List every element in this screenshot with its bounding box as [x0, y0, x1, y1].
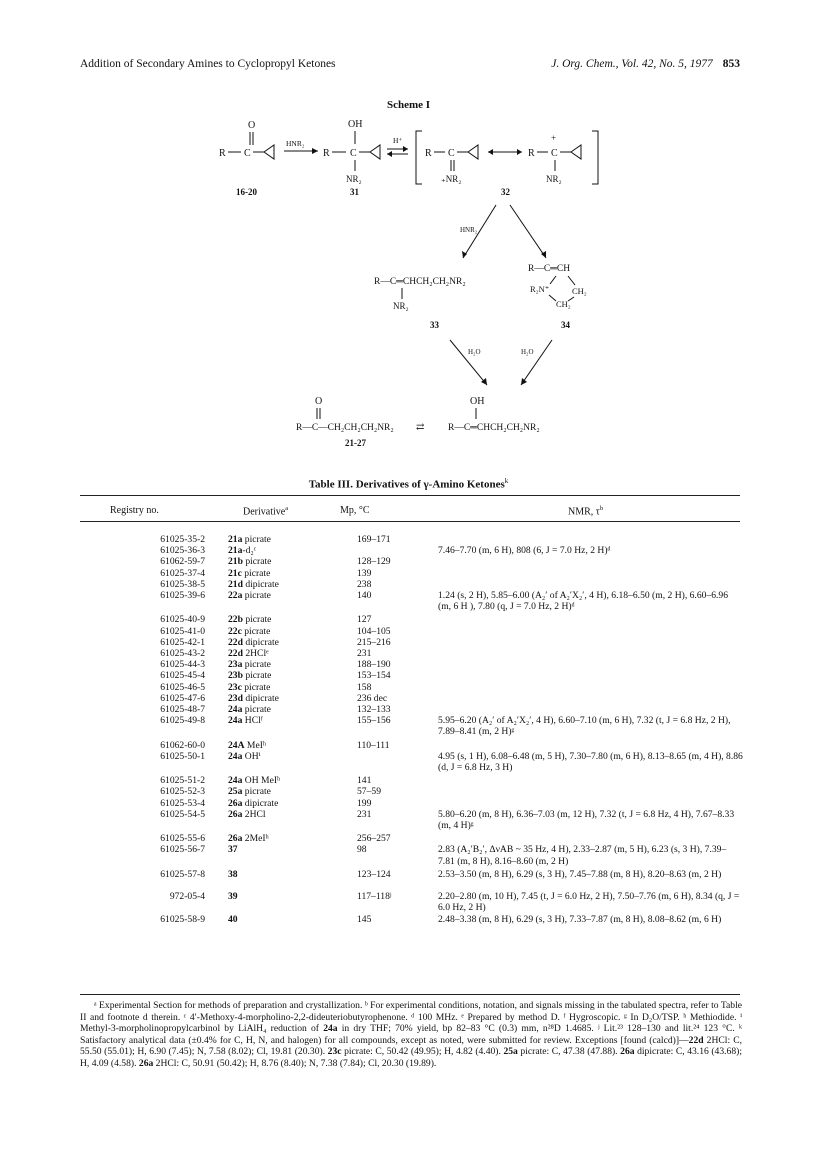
registry-cell: 61025-57-8 — [160, 868, 205, 880]
table-top-rule — [80, 495, 740, 496]
s3-nr: ₊NR₂ — [441, 174, 462, 184]
footnote-part-1: ᵃ Experimental Section for methods of preparation and crystallization. ᵇ For experimental conditions, notation, and signals missing in the tabulated spectra, refer to Table II and footnote d therein. ᶜ 4′-Methoxy-4-morpholino-2,2-dideuteriobutyrophenone. ᵈ 100 MHz. ᵉ Prepared by method D. ᶠ Hygroscopic. ᵍ In D₂O/TSP. ʰ Methiodide. ⁱ Methyl-3-morpholinopropylcarbinol by LiAlH₄ reduction of — [80, 1000, 742, 1034]
table-title-note: k — [504, 477, 509, 485]
derivative-cell — [228, 659, 271, 670]
s3-plus: + — [551, 133, 557, 143]
nmr-cell: 2.83 (A₂′B₂′, ΔνAB ~ 35 Hz, 4 H), 2.33–2.87 (m, 5 H), 6.23 (s, 3 H), 7.39–7.81 (m, 8 H), 8.16–8.60 (m, 2 H) — [438, 844, 727, 867]
scheme-title: Scheme I — [386, 99, 431, 111]
derivative-cell — [228, 715, 263, 726]
registry-cell: 61025-35-2 — [160, 534, 205, 545]
mp-cell: 231 — [357, 808, 372, 820]
compound-33 — [374, 277, 466, 330]
derivative-type: OHⁱ — [242, 750, 261, 762]
derivative-type: dipicrate — [242, 797, 279, 809]
derivative-type: picrate — [242, 786, 271, 798]
registry-cell: 61025-38-5 — [160, 578, 205, 590]
s2-num: 31 — [350, 187, 359, 197]
nmr-cell: 7.46–7.70 (m, 6 H), 808 (6, J = 7.0 Hz, 2 H)ᵈ — [438, 545, 611, 557]
mp-cell: 145 — [357, 913, 372, 925]
derivative-cell — [228, 891, 238, 902]
mp-cell: 236 dec — [357, 692, 388, 704]
s4-nr: NR₂ — [393, 301, 409, 311]
compound-number: 37 — [228, 844, 238, 856]
s5-left: R—C—CH₂CH₂CH₂NR₂ — [296, 423, 394, 433]
compound-number: 38 — [228, 868, 238, 880]
s4-hnr: HNR₂ — [460, 226, 478, 234]
mp-cell: 199 — [357, 797, 372, 809]
compound-32-bracket — [416, 131, 598, 197]
derivative-type: 2MeIʰ — [242, 833, 269, 845]
s1-r: R — [219, 148, 226, 159]
s5-o: O — [315, 396, 323, 407]
registry-cell: 61025-43-2 — [160, 648, 205, 659]
compound-number: 25a — [228, 786, 243, 798]
registry-cell: 61025-39-6 — [160, 590, 205, 601]
derivative-cell — [228, 775, 280, 786]
compound-number: 26a — [228, 833, 243, 845]
mp-cell: 238 — [357, 578, 372, 590]
compound-number: 23b — [228, 670, 243, 682]
s5-right: R—C═CHCH₂CH₂NR₂ — [448, 423, 540, 433]
s1-num: 16-20 — [236, 187, 257, 197]
table-footnotes — [80, 1000, 742, 1069]
derivative-cell — [228, 637, 279, 648]
derivative-cell — [228, 682, 270, 693]
table-title-text: Table III. Derivatives of γ-Amino Ketones — [308, 478, 505, 491]
col-header-derivative-text: Derivative — [243, 506, 286, 518]
registry-cell: 61025-58-9 — [160, 913, 205, 925]
registry-cell: 61025-47-6 — [160, 692, 205, 704]
derivative-type: picrate — [241, 681, 271, 693]
footnote-part-7: 2HCl: C, 50.91 (50.42); H, 8.76 (8.40); N, 7.38 (7.84); Cl, 20.30 (19.89). — [153, 1057, 437, 1069]
footnote-bold-2: 22d — [688, 1034, 704, 1046]
mp-cell: 104–105 — [357, 625, 391, 637]
col-header-registry: Registry no. — [110, 505, 159, 516]
nmr-cell: 2.20–2.80 (m, 10 H), 7.45 (t, J = 6.0 Hz, 2 H), 7.50–7.76 (m, 6 H), 8.34 (q, J = 6.0 Hz, 2 H) — [438, 891, 740, 914]
nmr-cell: 4.95 (s, 1 H), 6.08–6.48 (m, 5 H), 7.30–7.80 (m, 6 H), 8.13–8.65 (m, 4 H), 8.86 (d, J = 6.8 Hz, 3 H) — [438, 750, 743, 773]
s5-h2o-a: H₂O — [468, 348, 481, 356]
footnote-bold-3: 23c — [327, 1046, 342, 1057]
mp-cell: 140 — [357, 590, 372, 601]
derivative-type: picrate — [242, 534, 271, 545]
mp-cell: 215–216 — [357, 636, 391, 648]
s2-c: C — [350, 148, 357, 159]
registry-cell: 61025-51-2 — [160, 775, 205, 787]
footnote-part-2: in dry THF; 70% yield, bp 82–83 °C (0.3) mm, n²⁸D 1.4685. ʲ Lit.²³ 128–130 and lit.²⁴ 123 °C. ᵏ Satisfactory analytical data (±0.4% for C, H, N, and halogen) for all compounds, except as noted, were submitted for review. Exceptions [found (calcd)]— — [80, 1023, 743, 1046]
compound-number: 21d — [228, 578, 243, 590]
compound-number: 22c — [228, 625, 242, 637]
mp-cell: 188–190 — [357, 659, 391, 671]
derivative-type: picrate — [241, 567, 271, 579]
derivative-cell — [228, 833, 269, 844]
derivative-type: picrate — [242, 590, 271, 601]
compound-number: 24a — [228, 750, 243, 762]
s3-num: 32 — [501, 187, 510, 197]
mp-cell: 123–124 — [357, 868, 391, 880]
s4-ch2b: CH₂ — [556, 299, 571, 309]
footnote-bold-1: 24a — [323, 1023, 338, 1034]
registry-cell: 61025-54-5 — [160, 808, 205, 820]
derivative-type: OH MeIʰ — [242, 775, 281, 787]
mp-cell: 128–129 — [357, 556, 391, 568]
s3-r: R — [425, 148, 432, 159]
compound-16-20 — [219, 120, 274, 197]
footnote-bold-4: 25a — [503, 1046, 518, 1057]
nmr-cell: 1.24 (s, 2 H), 5.85–6.00 (A₂′ of A₂′X₂′, 4 H), 6.18–6.50 (m, 2 H), 6.60–6.96 (m, 6 H ), 7.80 (q, J = 7.0 Hz, 2 H)ᵈ — [438, 590, 728, 613]
derivative-cell — [228, 545, 256, 556]
registry-cell: 61025-41-0 — [160, 625, 205, 637]
compound-number: 24A — [228, 739, 245, 751]
registry-cell: 61025-37-4 — [160, 567, 205, 579]
derivative-cell — [228, 648, 269, 659]
derivative-cell — [228, 590, 271, 601]
s4-ch2a: CH₂ — [572, 286, 587, 296]
nmr-cell: 5.95–6.20 (A₂′ of A₂′X₂′, 4 H), 6.60–7.10 (m, 6 H), 7.32 (t, J = 6.8 Hz, 2 H), 7.89–8.41 (m, 2 H)ᵍ — [438, 715, 731, 738]
mp-cell: 132–133 — [357, 704, 391, 715]
compound-number: 26a — [228, 808, 243, 820]
derivative-cell — [228, 869, 238, 880]
s3-c2: C — [551, 148, 558, 159]
derivative-cell — [228, 614, 271, 625]
s2-hplus: H⁺ — [393, 136, 403, 145]
derivative-type: dipicrate — [242, 692, 279, 704]
reaction-scheme — [0, 0, 817, 470]
col-header-nmr-text: NMR, τ — [568, 506, 600, 518]
mp-cell: 127 — [357, 614, 372, 626]
compound-number: 21b — [228, 556, 243, 568]
mp-cell: 139 — [357, 567, 372, 579]
derivative-cell — [228, 556, 271, 567]
compound-number: 23d — [228, 692, 243, 704]
registry-cell: 972-05-4 — [169, 891, 205, 903]
derivative-cell — [228, 693, 279, 704]
nmr-cell: 5.80–6.20 (m, 8 H), 6.36–7.03 (m, 12 H), 7.32 (t, J = 6.8 Hz, 4 H), 7.67–8.33 (m, 4 H)ᵍ — [438, 808, 735, 831]
mp-cell: 256–257 — [357, 833, 391, 845]
enol-form — [448, 396, 540, 433]
nmr-cell: 2.53–3.50 (m, 8 H), 6.29 (s, 3 H), 7.45–7.88 (m, 8 H), 8.20–8.63 (m, 2 H) — [438, 868, 722, 880]
derivative-cell — [228, 798, 278, 809]
derivative-cell — [228, 914, 238, 925]
compound-number: 39 — [228, 891, 238, 903]
registry-cell: 61025-44-3 — [160, 659, 205, 671]
registry-cell: 61025-40-9 — [160, 614, 205, 626]
s5-h2o-b: H₂O — [521, 348, 534, 356]
derivative-type: 2HCl — [242, 808, 266, 820]
table-title — [0, 477, 817, 491]
registry-cell: 61062-60-0 — [160, 739, 205, 751]
derivative-cell — [228, 568, 270, 579]
compound-number: 23a — [228, 659, 243, 671]
compound-number: 22a — [228, 590, 243, 601]
svg-text:C: C — [244, 148, 251, 159]
col-header-nmr — [568, 505, 603, 517]
s5-num: 21-27 — [345, 438, 366, 448]
compound-number: 21c — [228, 567, 242, 579]
col-header-derivative-note: a — [285, 505, 289, 512]
derivative-type: picrate — [241, 625, 271, 637]
compound-number: 22d — [228, 636, 243, 648]
svg-text:⇄: ⇄ — [416, 422, 425, 433]
derivative-type: MeIʰ — [244, 739, 266, 751]
derivative-type: picrate — [242, 704, 271, 715]
s5-oh: OH — [470, 396, 485, 407]
footnote-bold-6: 26a — [138, 1057, 154, 1069]
derivative-type: picrate — [242, 614, 272, 626]
mp-cell: 141 — [357, 775, 372, 787]
s1-reagent: HNR₂ — [286, 139, 305, 148]
mp-cell: 169–171 — [357, 534, 391, 545]
registry-cell: 61025-45-4 — [160, 670, 205, 682]
registry-cell: 61025-42-1 — [160, 636, 205, 648]
col-header-mp: Mp, °C — [340, 505, 370, 516]
footnote-part-5: picrate: C, 47.38 (47.88). — [517, 1046, 621, 1057]
compound-number: 21a — [228, 534, 243, 545]
derivative-cell — [228, 786, 271, 797]
mp-cell: 57–59 — [357, 786, 381, 798]
col-header-derivative — [243, 505, 288, 517]
mp-cell: 98 — [357, 844, 367, 856]
compound-number: 22d — [228, 648, 243, 659]
compound-number: 40 — [228, 913, 238, 925]
compound-number: 26a — [228, 797, 243, 809]
table-bottom-rule — [80, 994, 740, 995]
derivative-cell — [228, 534, 271, 545]
compound-number: 22b — [228, 614, 243, 626]
s4-right: R—C═CH — [528, 264, 571, 274]
header-page-number: 853 — [722, 58, 740, 70]
compound-number: 21a — [228, 545, 243, 557]
registry-cell: 61025-50-1 — [160, 750, 205, 762]
registry-cell: 61025-49-8 — [160, 715, 205, 727]
compound-number: 23c — [228, 681, 242, 693]
footnote-part-6: dipicrate: C, 43.16 (43.68); H, 4.09 (4.58). — [80, 1046, 742, 1069]
header-journal: J. Org. Chem., Vol. 42, No. 5, 1977 — [551, 58, 713, 70]
derivative-type: picrate — [242, 556, 272, 568]
footnote-part-4: picrate: C, 50.42 (49.95); H, 4.82 (4.40). — [341, 1046, 504, 1057]
derivative-type: dipicrate — [242, 578, 279, 590]
registry-cell: 61025-56-7 — [160, 844, 205, 856]
derivative-type: HClᶠ — [242, 715, 263, 727]
derivative-type: picrate — [242, 659, 271, 671]
mp-cell: 155–156 — [357, 715, 391, 727]
nmr-cell: 2.48–3.38 (m, 8 H), 6.29 (s, 3 H), 7.33–7.87 (m, 8 H), 8.08–8.62 (m, 6 H) — [438, 913, 722, 925]
registry-cell: 61025-36-3 — [160, 545, 205, 557]
s4-r2n: R₂N⁺ — [530, 284, 550, 294]
derivative-cell — [228, 809, 266, 820]
s2-r: R — [323, 148, 330, 159]
derivative-cell — [228, 844, 238, 855]
s3-r2: R — [528, 148, 535, 159]
col-header-nmr-note: b — [599, 505, 604, 512]
derivative-type: 2HClᵉ — [242, 648, 269, 659]
table-header-rule — [80, 521, 740, 522]
s3-nr2: NR₂ — [546, 174, 562, 184]
s4-num2: 34 — [561, 320, 570, 330]
registry-cell: 61025-48-7 — [160, 704, 205, 715]
header-article-title: Addition of Secondary Amines to Cyclopropyl Ketones — [80, 58, 336, 70]
registry-cell: 61025-52-3 — [160, 786, 205, 798]
derivative-cell — [228, 740, 266, 751]
derivative-cell — [228, 579, 279, 590]
s4-num: 33 — [430, 320, 439, 330]
s4-left: R—C═CHCH₂CH₂NR₂ — [374, 277, 466, 287]
footnote-bold-5: 26a — [620, 1046, 635, 1057]
mp-cell: 153–154 — [357, 670, 391, 682]
derivative-cell — [228, 626, 270, 637]
derivative-cell — [228, 751, 261, 762]
derivative-type: -d₂ᶜ — [242, 545, 257, 557]
derivative-cell — [228, 704, 271, 715]
s3-c: C — [448, 148, 455, 159]
compound-number: 24a — [228, 715, 243, 727]
mp-cell: 117–118ʲ — [357, 891, 392, 903]
derivative-cell — [228, 670, 271, 681]
compound-31 — [323, 119, 380, 197]
mp-cell: 231 — [357, 648, 372, 659]
derivative-type: dipicrate — [242, 636, 279, 648]
compound-number: 24a — [228, 775, 243, 787]
footnote-part-3: 2HCl: C, 55.50 (55.01); H, 6.90 (7.45); N, 7.58 (8.02); Cl, 19.81 (20.30). — [80, 1034, 742, 1057]
derivative-type: picrate — [242, 670, 272, 682]
mp-cell: 158 — [357, 681, 372, 693]
s2-nr: NR₂ — [346, 174, 362, 184]
compound-34 — [528, 264, 587, 330]
compound-21-27 — [296, 396, 394, 448]
registry-cell: 61025-46-5 — [160, 681, 205, 693]
registry-cell: 61062-59-7 — [160, 556, 205, 568]
registry-cell: 61025-55-6 — [160, 833, 205, 845]
registry-cell: 61025-53-4 — [160, 797, 205, 809]
s2-oh: OH — [348, 119, 363, 130]
mp-cell: 110–111 — [357, 739, 390, 751]
compound-number: 24a — [228, 704, 243, 715]
s1-o: O — [248, 120, 256, 131]
